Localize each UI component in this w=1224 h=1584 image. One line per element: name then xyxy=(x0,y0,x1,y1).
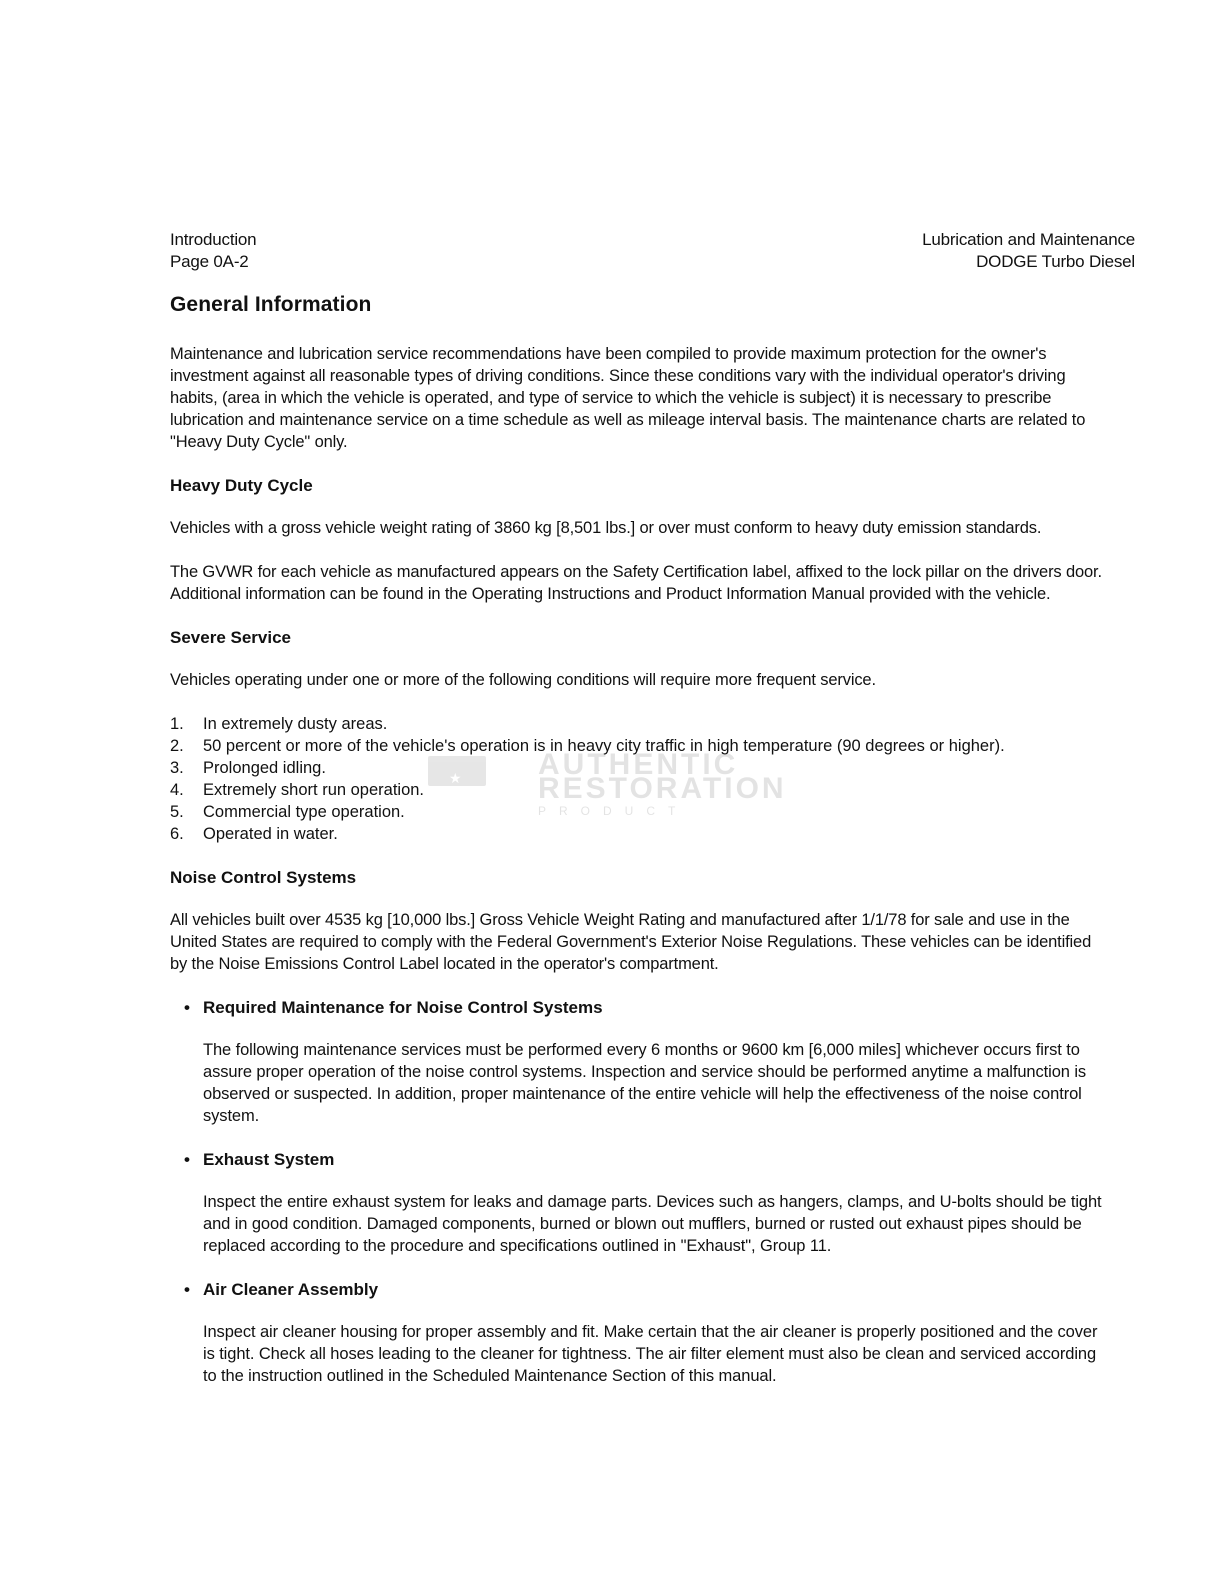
watermark-line2: RESTORATION xyxy=(538,772,787,805)
heavy-duty-heading: Heavy Duty Cycle xyxy=(170,476,313,495)
bullet-body: Inspect the entire exhaust system for leaks and damage parts. Devices such as hangers, clamps, and U-bolts should be tight and in good condition. Damaged components, burned or blown out mufflers, burned or rusted out exhaust pipes should be replaced according to the procedure and specifications outlined in "Exhaust", Group 11. xyxy=(203,1193,1102,1255)
severe-service-heading: Severe Service xyxy=(170,628,291,647)
list-item xyxy=(170,735,1110,757)
list-item-text: In extremely dusty areas. xyxy=(203,715,388,733)
list-item xyxy=(170,713,1110,735)
heavy-duty-paragraph-1: Vehicles with a gross vehicle weight rating of 3860 kg [8,501 lbs.] or over must conform to heavy duty emission standards. xyxy=(170,519,1042,537)
bullet-section-air-cleaner xyxy=(184,1279,1110,1387)
list-item-text: 50 percent or more of the vehicle's operation is in heavy city traffic in high temperature (90 degrees or higher). xyxy=(203,737,1005,755)
list-item-number: 1. xyxy=(170,715,184,733)
severe-service-intro: Vehicles operating under one or more of the following conditions will require more frequent service. xyxy=(170,671,876,689)
page-header-left xyxy=(170,229,256,273)
bullet-icon: • xyxy=(184,998,190,1017)
noise-control-paragraph: All vehicles built over 4535 kg [10,000 lbs.] Gross Vehicle Weight Rating and manufactured after 1/1/78 for sale and use in the United States are required to comply with the Federal Government's Exterior Noise Regulations. These vehicles can be identified by the Noise Emissions Control Label located in the operator's compartment. xyxy=(170,911,1092,973)
bullet-icon: • xyxy=(184,1280,190,1299)
star-badge-icon: ★ xyxy=(449,770,462,786)
list-item xyxy=(170,823,1110,845)
header-chapter: Lubrication and Maintenance xyxy=(922,230,1135,249)
bullet-body: Inspect air cleaner housing for proper assembly and fit. Make certain that the air cleaner is properly positioned and the cover is tight. Check all hoses leading to the cleaner for tightness. The air filter element must also be clean and serviced according to the instruction outlined in the Scheduled Maintenance Section of this manual. xyxy=(203,1323,1098,1385)
list-item-number: 2. xyxy=(170,737,184,755)
watermark-line3: PRODUCT xyxy=(538,804,689,818)
main-content xyxy=(170,290,1110,1409)
page-header-right xyxy=(922,229,1135,273)
list-item-text: Commercial type operation. xyxy=(203,803,405,821)
intro-paragraph: Maintenance and lubrication service recommendations have been compiled to provide maximum protection for the owner's investment against all reasonable types of driving conditions. Since these conditions vary with the individual operator's driving habits, (area in which the vehicle is operated, and type of service to which the vehicle is subject) it is necessary to prescribe lubrication and maintenance service on a time schedule as well as mileage interval basis. The maintenance charts are related to "Heavy Duty Cycle" only. xyxy=(170,345,1086,451)
bullet-title: Air Cleaner Assembly xyxy=(203,1280,379,1299)
noise-control-heading: Noise Control Systems xyxy=(170,868,357,887)
bullet-icon: • xyxy=(184,1150,190,1169)
header-page-number: Page 0A-2 xyxy=(170,252,249,271)
list-item xyxy=(170,757,1110,779)
list-item-number: 3. xyxy=(170,759,184,777)
list-item-number: 4. xyxy=(170,781,184,799)
heavy-duty-paragraph-2: The GVWR for each vehicle as manufactured appears on the Safety Certification label, affixed to the lock pillar on the drivers door. Additional information can be found in the Operating Instructions and Product Information Manual provided with the vehicle. xyxy=(170,563,1102,603)
header-section: Introduction xyxy=(170,230,257,249)
list-item xyxy=(170,779,1110,801)
list-item-text: Prolonged idling. xyxy=(203,759,326,777)
list-item-number: 5. xyxy=(170,803,184,821)
list-item-text: Operated in water. xyxy=(203,825,338,843)
bullet-title: Exhaust System xyxy=(203,1150,335,1169)
bullet-section-required-maintenance xyxy=(184,997,1110,1127)
bullet-section-exhaust-system xyxy=(184,1149,1110,1257)
list-item-number: 6. xyxy=(170,825,184,843)
list-item-text: Extremely short run operation. xyxy=(203,781,425,799)
list-item xyxy=(170,801,1110,823)
bullet-title: Required Maintenance for Noise Control Systems xyxy=(203,998,603,1017)
severe-conditions-list xyxy=(170,713,1110,845)
header-product: DODGE Turbo Diesel xyxy=(976,252,1135,271)
bullet-body: The following maintenance services must be performed every 6 months or 9600 km [6,000 miles] whichever occurs first to assure proper operation of the noise control systems. Inspection and service should be performed anytime a malfunction is observed or suspected. In addition, proper maintenance of the entire vehicle will help the effectiveness of the noise control system. xyxy=(203,1041,1087,1125)
watermark-line1: AUTHENTIC xyxy=(538,748,739,781)
page-title: General Information xyxy=(170,293,372,316)
